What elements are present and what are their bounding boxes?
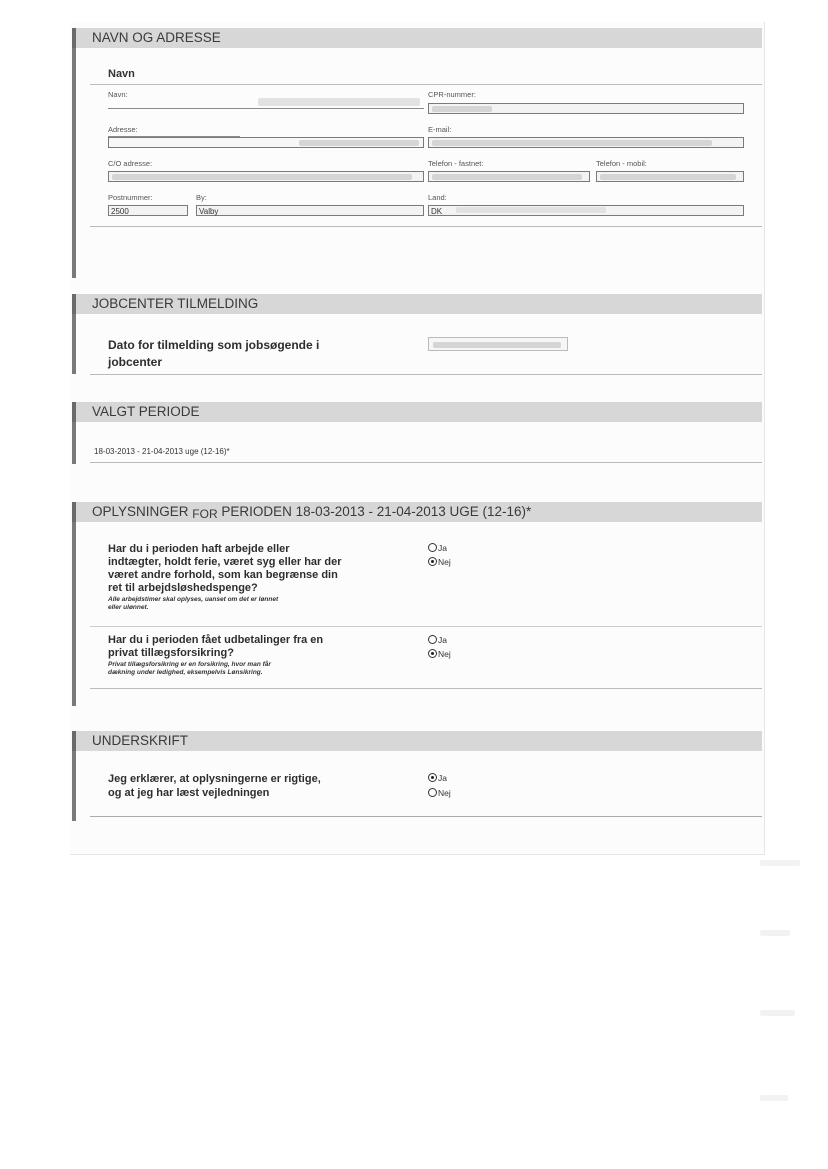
divider bbox=[90, 374, 762, 375]
q1-line4: ret til arbejdsløshedspenge? bbox=[108, 582, 258, 594]
label-co-adresse: C/O adresse: bbox=[108, 159, 153, 168]
underskrift-line2: og at jeg har læst vejledningen bbox=[108, 787, 270, 799]
section-underskrift bbox=[72, 731, 762, 821]
radio-selected-icon bbox=[428, 649, 437, 658]
by-field[interactable]: Valby bbox=[196, 205, 424, 216]
q1-line2: indtægter, holdt ferie, været syg eller har der bbox=[108, 556, 342, 568]
underskrift-option-ja[interactable]: Ja bbox=[428, 773, 447, 784]
divider bbox=[90, 688, 762, 689]
header-prefix: OPLYSNINGER bbox=[92, 504, 189, 519]
subheader-navn: Navn bbox=[108, 68, 135, 80]
q1-note1: Alle arbejdstimer skal oplyses, uanset om det er lønnet bbox=[108, 596, 279, 603]
scan-artifact bbox=[760, 1010, 795, 1016]
tilmelding-dato-field[interactable] bbox=[428, 337, 568, 351]
jobcenter-question-line2: jobcenter bbox=[108, 355, 163, 369]
cpr-field[interactable] bbox=[428, 103, 744, 114]
q1-line3: været andre forhold, som kan begrænse din bbox=[108, 569, 338, 581]
section-body bbox=[72, 48, 762, 278]
radio-icon bbox=[428, 788, 437, 797]
email-field[interactable] bbox=[428, 137, 744, 148]
section-header: VALGT PERIODE bbox=[72, 402, 762, 422]
section-header: UNDERSKRIFT bbox=[72, 731, 762, 751]
q2-note2: dækning under ledighed, eksempelvis Lønsikring. bbox=[108, 669, 263, 676]
navn-field[interactable] bbox=[108, 108, 424, 109]
redacted-land bbox=[456, 207, 606, 213]
scan-artifact bbox=[760, 860, 800, 866]
label-email: E-mail: bbox=[428, 125, 452, 134]
section-header: NAVN OG ADRESSE bbox=[72, 28, 762, 48]
land-field[interactable]: DK bbox=[428, 205, 744, 216]
section-body bbox=[72, 422, 762, 464]
adresse-field[interactable] bbox=[108, 137, 424, 148]
section-header bbox=[72, 502, 762, 522]
label-adresse: Adresse: bbox=[108, 125, 138, 134]
q2-note1: Privat tillægsforsikring er en forsikring, hvor man får bbox=[108, 661, 271, 668]
q1-line1: Har du i perioden haft arbejde eller bbox=[108, 543, 290, 555]
underskrift-line1: Jeg erklærer, at oplysningerne er rigtige, bbox=[108, 773, 321, 785]
section-navn-og-adresse bbox=[72, 28, 762, 258]
divider bbox=[90, 816, 762, 817]
label-telefon-fastnet: Telefon - fastnet: bbox=[428, 159, 484, 168]
radio-selected-icon bbox=[428, 557, 437, 566]
q1-option-nej[interactable]: Nej bbox=[428, 557, 451, 568]
section-body bbox=[72, 522, 762, 706]
q1-note2: eller ulønnet. bbox=[108, 604, 149, 611]
telefon-fastnet-field[interactable] bbox=[428, 171, 590, 182]
label-land: Land: bbox=[428, 193, 447, 202]
co-adresse-field[interactable] bbox=[108, 171, 424, 182]
label-postnummer: Postnummer: bbox=[108, 193, 153, 202]
telefon-mobil-field[interactable] bbox=[596, 171, 744, 182]
label-cpr: CPR-nummer: bbox=[428, 90, 476, 99]
header-for: FOR bbox=[192, 507, 218, 521]
valgt-periode-value: 18-03-2013 - 21-04-2013 uge (12-16)* bbox=[94, 447, 230, 456]
section-body bbox=[72, 751, 762, 821]
radio-icon bbox=[428, 543, 437, 552]
postnummer-field[interactable]: 2500 bbox=[108, 205, 188, 216]
label-navn: Navn: bbox=[108, 90, 128, 99]
divider bbox=[90, 84, 762, 85]
q2-option-nej[interactable]: Nej bbox=[428, 649, 451, 660]
section-header: JOBCENTER TILMELDING bbox=[72, 294, 762, 314]
section-jobcenter-tilmelding bbox=[72, 294, 762, 374]
label-telefon-mobil: Telefon - mobil: bbox=[596, 159, 647, 168]
radio-selected-icon bbox=[428, 773, 437, 782]
q1-option-ja[interactable]: Ja bbox=[428, 543, 447, 554]
q2-line2: privat tillægsforsikring? bbox=[108, 647, 234, 659]
label-by: By: bbox=[196, 193, 207, 202]
divider bbox=[90, 626, 762, 627]
underskrift-option-nej[interactable]: Nej bbox=[428, 788, 451, 799]
redacted-navn bbox=[258, 98, 420, 106]
q2-line1: Har du i perioden fået udbetalinger fra en bbox=[108, 634, 324, 646]
q2-option-ja[interactable]: Ja bbox=[428, 635, 447, 646]
divider bbox=[90, 226, 762, 227]
scan-artifact bbox=[760, 1095, 788, 1101]
radio-icon bbox=[428, 635, 437, 644]
section-oplysninger bbox=[72, 502, 762, 706]
header-suffix: PERIODEN 18-03-2013 - 21-04-2013 UGE (12-16)* bbox=[221, 504, 532, 519]
section-body bbox=[72, 314, 762, 374]
section-valgt-periode bbox=[72, 402, 762, 464]
divider bbox=[90, 462, 762, 463]
jobcenter-question-line1: Dato for tilmelding som jobsøgende i bbox=[108, 338, 320, 352]
scan-artifact bbox=[760, 930, 790, 936]
